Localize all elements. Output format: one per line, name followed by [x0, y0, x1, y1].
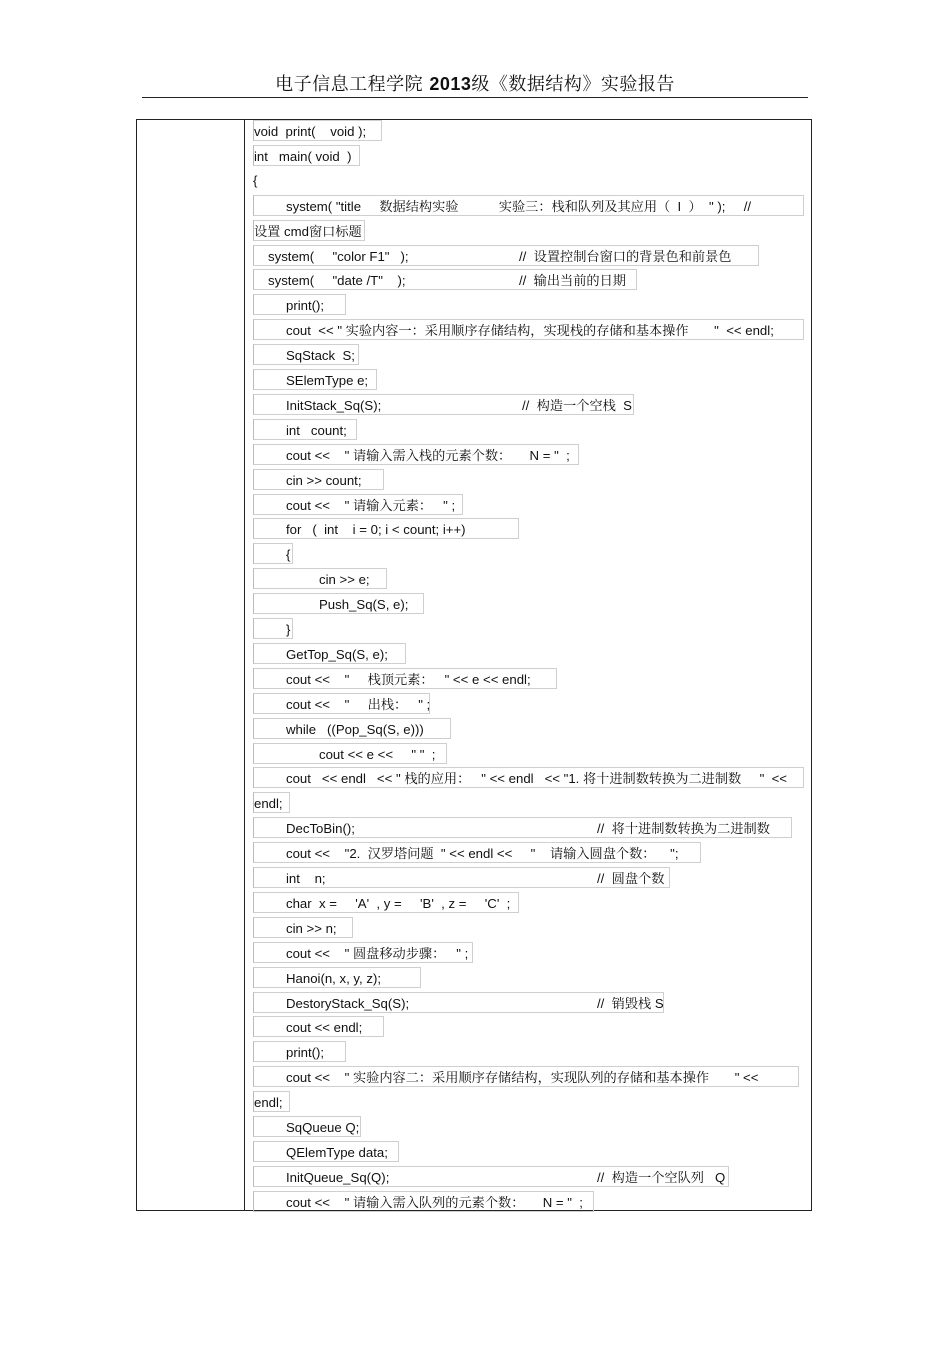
- code-line: [253, 568, 387, 589]
- code-line: [253, 543, 293, 564]
- code-comment: // 构造一个空队列 Q: [597, 1170, 726, 1185]
- code-line: [253, 220, 365, 241]
- code-line: [253, 444, 579, 465]
- code-text: cin >> n;: [286, 921, 337, 936]
- code-text: cin >> count;: [286, 473, 362, 488]
- code-text: cout << " 圆盘移动步骤： " ;: [286, 946, 469, 961]
- code-text: while ((Pop_Sq(S, e))): [286, 722, 424, 737]
- code-line: [253, 767, 804, 788]
- code-line: [253, 369, 377, 390]
- code-comment: // 输出当前的日期: [519, 273, 626, 288]
- code-text: {: [253, 173, 258, 188]
- code-text: Push_Sq(S, e);: [319, 597, 409, 612]
- code-text: int count;: [286, 423, 347, 438]
- code-text: cout << endl << " 栈的应用： " << endl << "1. 将十进制数转换为二进制数 " <<: [286, 771, 787, 786]
- code-line: [253, 1141, 399, 1162]
- code-line: [253, 419, 357, 440]
- code-line: [253, 269, 637, 290]
- code-text: cout << " 栈顶元素： " << e << endl;: [286, 672, 531, 687]
- code-line: [253, 693, 430, 714]
- code-line: [253, 518, 519, 539]
- code-line: [253, 494, 463, 515]
- code-line: [253, 892, 519, 913]
- code-line: [253, 593, 424, 614]
- header-title: 级《数据结构》实验报告: [471, 74, 675, 95]
- code-text: system( "title 数据结构实验 实验三：栈和队列及其应用（ I ） " ); //: [286, 199, 752, 214]
- header-rule: [142, 97, 808, 98]
- code-text: print();: [286, 298, 325, 313]
- code-line: [253, 319, 804, 340]
- code-text: cin >> e;: [319, 572, 370, 587]
- code-line: [253, 294, 346, 315]
- code-line: [253, 120, 382, 141]
- code-line: [253, 842, 701, 863]
- code-line: [253, 145, 360, 166]
- code-line: [253, 917, 353, 938]
- code-line: [253, 1016, 384, 1037]
- code-line: [253, 817, 792, 838]
- code-text: QElemType data;: [286, 1145, 388, 1160]
- code-text: GetTop_Sq(S, e);: [286, 647, 388, 662]
- code-text: void print( void );: [254, 124, 367, 139]
- code-line: [253, 743, 447, 764]
- code-line: [253, 170, 257, 191]
- code-line: [253, 967, 421, 988]
- code-text: DecToBin();: [286, 821, 355, 836]
- code-text: system( "date /T" );: [268, 273, 406, 288]
- code-comment: // 将十进制数转换为二进制数: [597, 821, 770, 836]
- code-text: {: [286, 547, 291, 562]
- code-text: 设置 cmd窗口标题: [254, 224, 362, 239]
- code-comment: // 设置控制台窗口的背景色和前景色: [519, 249, 732, 264]
- code-line: [253, 344, 359, 365]
- code-text: int main( void ): [254, 149, 352, 164]
- code-text: cout << " 请输入需入队列的元素个数： N = " ;: [286, 1195, 583, 1210]
- code-line: [253, 718, 451, 739]
- code-comment: // 构造一个空栈 S: [522, 398, 632, 413]
- code-text: InitStack_Sq(S);: [286, 398, 382, 413]
- code-line: [253, 245, 759, 266]
- code-text: cout << " 请输入元素： " ;: [286, 498, 456, 513]
- header-year: 2013: [429, 74, 472, 94]
- code-text: endl;: [254, 1095, 283, 1110]
- code-text: DestoryStack_Sq(S);: [286, 996, 410, 1011]
- code-text: cout << " 实验内容二：采用顺序存储结构，实现队列的存储和基本操作 " <<: [286, 1070, 759, 1085]
- code-text: cout << " 实验内容一：采用顺序存储结构，实现栈的存储和基本操作 " << endl;: [286, 323, 774, 338]
- code-line: [253, 618, 293, 639]
- code-line: [253, 668, 557, 689]
- code-line: [253, 1041, 346, 1062]
- code-text: endl;: [254, 796, 283, 811]
- code-line: [253, 1191, 594, 1212]
- code-line: [253, 1116, 361, 1137]
- code-text: print();: [286, 1045, 325, 1060]
- code-line: [253, 469, 384, 490]
- code-line: [253, 1066, 799, 1087]
- code-line: [253, 1166, 729, 1187]
- code-line: [253, 792, 290, 813]
- code-line: [253, 992, 664, 1013]
- code-text: SqQueue Q;: [286, 1120, 360, 1135]
- code-text: for ( int i = 0; i < count; i++): [286, 522, 466, 537]
- code-line: [253, 942, 473, 963]
- code-text: cout << e << " " ;: [319, 747, 436, 762]
- code-text: SqStack S;: [286, 348, 355, 363]
- code-comment: // 销毁栈 S: [597, 996, 664, 1011]
- code-text: int n;: [286, 871, 326, 886]
- code-text: SElemType e;: [286, 373, 369, 388]
- code-line: [253, 1091, 290, 1112]
- code-text: system( "color F1" );: [268, 249, 409, 264]
- code-line: [253, 394, 634, 415]
- table-column-divider: [244, 119, 245, 1211]
- page-header: [0, 70, 950, 96]
- header-school: 电子信息工程学院: [275, 74, 424, 95]
- code-comment: // 圆盘个数: [597, 871, 665, 886]
- code-text: cout << " 请输入需入栈的元素个数： N = " ;: [286, 448, 570, 463]
- code-text: cout << " 出栈： " ;: [286, 697, 431, 712]
- code-text: cout << endl;: [286, 1020, 363, 1035]
- code-text: cout << "2. 汉罗塔问题 " << endl << " 请输入圆盘个数： ";: [286, 846, 679, 861]
- code-text: }: [286, 622, 291, 637]
- code-text: InitQueue_Sq(Q);: [286, 1170, 390, 1185]
- code-text: Hanoi(n, x, y, z);: [286, 971, 382, 986]
- code-text: char x = 'A' , y = 'B' , z = 'C' ;: [286, 896, 511, 911]
- code-line: [253, 643, 406, 664]
- code-line: [253, 867, 670, 888]
- code-line: [253, 195, 804, 216]
